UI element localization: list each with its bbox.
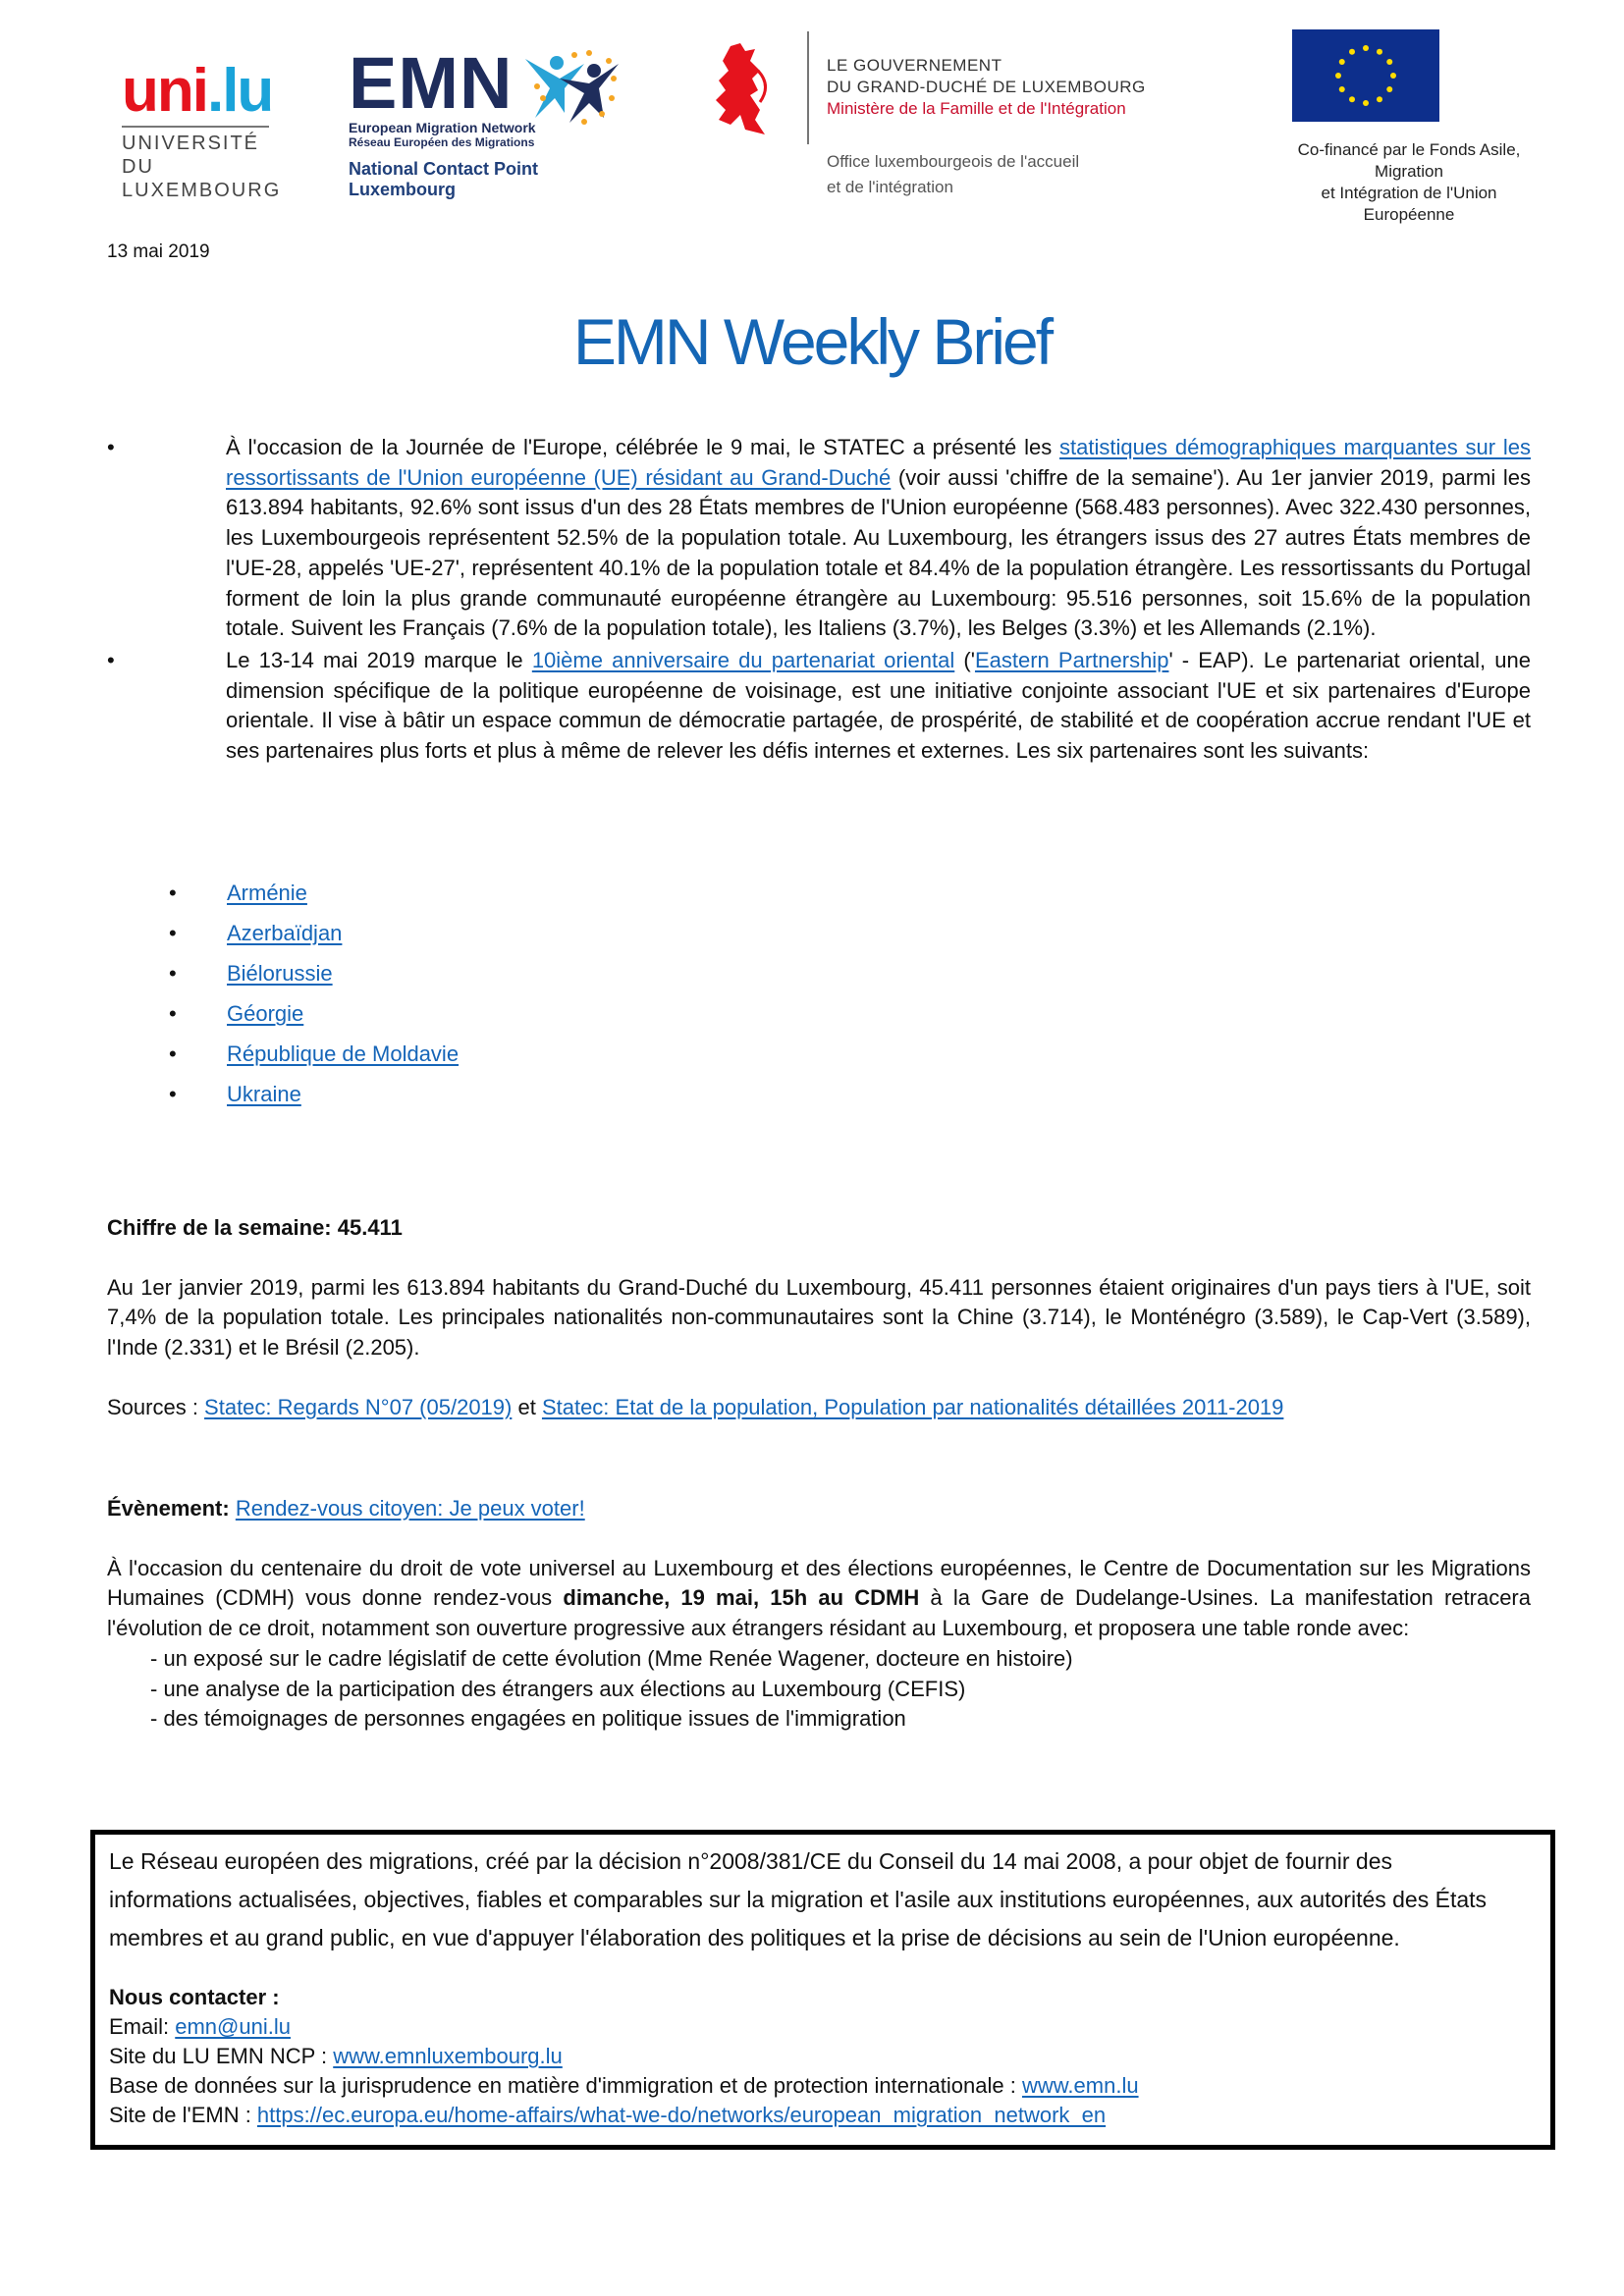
list-item xyxy=(169,879,758,919)
eu-star-icon xyxy=(1377,96,1382,102)
logo-divider xyxy=(122,126,269,128)
bullet-item: • À l'occasion de la Journée de l'Europe, célébrée le 9 mai, le STATEC a présenté les statistiques démographiques marquantes sur les ressortissants de l'Union européenne (UE) résidant au Grand-Duché (voir aussi 'chiffre de la semaine'). Au 1er janvier 2019, parmi les 613.894 habitants, 92.6% sont issus d'un des 28 États membres de l'Union européenne (568.483 personnes). Avec 322.430 personnes, les Luxembourgeois représentent 52.5% de la population totale. Au Luxembourg, les étrangers issus des 27 autres États membres de l'UE-28, appelés 'UE-27', représentent 40.1% de la population totale et 84.4% de la population étrangère. Les ressortissants du Portugal forment de loin la plus grande communauté européenne étrangère au Luxembourg: 95.516 personnes, soit 15.6% de la population totale. Suivent les Français (7.6% de la population totale), les Italiens (3.7%), les Belges (3.3%) et les Allemands (2.1%). xyxy=(107,435,1531,641)
news-bullets xyxy=(107,433,1531,767)
partner-link-bielorussie[interactable]: Biélorussie xyxy=(227,961,333,986)
database-line: Base de données sur la jurisprudence en matière d'immigration et de protection internationale : www.emn.lu xyxy=(109,2073,1139,2098)
bullet-icon: • xyxy=(169,961,177,986)
email-link[interactable]: emn@uni.lu xyxy=(175,2014,291,2039)
emnluxembourg-link[interactable]: www.emnluxembourg.lu xyxy=(333,2044,563,2068)
event-link[interactable]: Rendez-vous citoyen: Je peux voter! xyxy=(235,1496,585,1521)
red-lion-icon xyxy=(711,41,772,139)
site-line: Site du LU EMN NCP : www.emnluxembourg.lu xyxy=(109,2044,563,2068)
event-items xyxy=(107,1644,1531,1735)
bullet-icon: • xyxy=(107,435,115,459)
chiffre-text: Au 1er janvier 2019, parmi les 613.894 habitants du Grand-Duché du Luxembourg, 45.411 personnes étaient originaires d'un pays tiers à l'UE, soit 7,4% de la population totale. Les principales nationalités non-communautaires sont la Chine (3.714), le Monténégro (3.589), le Cap-Vert (3.589), l'Inde (2.331) et le Brésil (2.205). xyxy=(107,1274,1531,1361)
eu-star-icon xyxy=(1349,96,1355,102)
list-item: - une analyse de la participation des étrangers aux élections au Luxembourg (CEFIS) xyxy=(150,1676,966,1701)
eap-anniversary-link[interactable]: 10ième anniversaire du partenariat oriental xyxy=(531,647,955,672)
emn-description: Le Réseau européen des migrations, créé par la décision n°2008/381/CE du Conseil du 14 mai 2008, a pour objet de fournir des informations actualisées, objectives, fiables et comparables sur la migration et l'asile aux institutions européennes, aux autorités des États membres et au grand public, en vue d'appuyer l'élaboration des politiques et la prise de décisions au sein de l'Union européenne. xyxy=(109,1848,1488,1950)
eu-star-icon xyxy=(1339,86,1345,92)
partners-list xyxy=(169,879,758,1120)
page-title: EMN Weekly Brief xyxy=(572,305,1052,378)
bullet-icon: • xyxy=(169,1041,177,1066)
partner-link-moldavie[interactable]: République de Moldavie xyxy=(227,1041,460,1066)
list-item xyxy=(169,919,758,959)
eastern-partnership-link[interactable]: Eastern Partnership xyxy=(974,647,1169,672)
event-heading: Évènement: Rendez-vous citoyen: Je peux voter! xyxy=(107,1496,585,1521)
office-text: Office luxembourgeois de l'accueil et de l'intégration xyxy=(827,152,1080,196)
bullet-icon: • xyxy=(169,881,177,905)
document-date: 13 mai 2019 xyxy=(107,241,210,262)
government-logo xyxy=(711,27,1163,204)
partner-link-ukraine[interactable]: Ukraine xyxy=(227,1082,301,1106)
eu-star-icon xyxy=(1363,45,1369,51)
partner-link-azerbaidjan[interactable]: Azerbaïdjan xyxy=(227,921,343,945)
uni-name-line1: UNIVERSITÉ DU xyxy=(122,133,260,178)
gov-text: LE GOUVERNEMENT DU GRAND-DUCHÉ DE LUXEMBOURG Ministère de la Famille et de l'Intégration xyxy=(827,56,1146,118)
eu-star-icon xyxy=(1386,59,1392,65)
emn-logo xyxy=(349,42,643,200)
eu-star-icon xyxy=(1377,49,1382,55)
uni-name-line2: LUXEMBOURG xyxy=(122,180,282,201)
eu-caption: Co-financé par le Fonds Asile, Migration et Intégration de l'Union Européenne xyxy=(1297,140,1521,224)
eu-star-icon xyxy=(1339,59,1345,65)
emn-acronym: EMN xyxy=(349,42,514,124)
eu-logo xyxy=(1276,29,1571,224)
uni-lu-wordmark: uni.lu xyxy=(122,57,273,125)
emn-site-line: Site de l'EMN : https://ec.europa.eu/home-affairs/what-we-do/networks/european_migration_network_en xyxy=(109,2103,1107,2127)
contact-heading: Nous contacter : xyxy=(109,1985,280,2009)
list-item xyxy=(169,999,758,1040)
event-section xyxy=(107,1494,1531,1735)
eu-star-icon xyxy=(1349,49,1355,55)
uni-lu-logo xyxy=(122,57,282,202)
eu-star-icon xyxy=(1363,100,1369,106)
emn-figures-stars-icon xyxy=(515,49,623,128)
statec-stats-link[interactable]: statistiques démographiques marquantes sur les ressortissants de l'Union européenne (UE) résidant au Grand-Duché xyxy=(226,435,1531,490)
bullet-icon: • xyxy=(169,1001,177,1026)
list-item xyxy=(169,959,758,999)
partner-link-armenie[interactable]: Arménie xyxy=(227,881,307,905)
bullet-icon: • xyxy=(107,647,115,672)
bullet-item: • Le 13-14 mai 2019 marque le 10ième anniversaire du partenariat oriental ('Eastern Partnership' - EAP). Le partenariat oriental, une dimension spécifique de la politique européenne de voisinage, est une initiative conjointe associant l'UE et six partenaires d'Europe orientale. Il vise à bâtir un espace commun de démocratie partagée, de prospérité, de stabilité et de coopération accrue rendant l'UE et ses partenaires plus forts et plus à même de relever les défis internes et externes. Les six partenaires sont les suivants: xyxy=(107,647,1532,764)
bullet-icon: • xyxy=(169,1082,177,1106)
partner-link-georgie[interactable]: Géorgie xyxy=(227,1001,304,1026)
event-text: À l'occasion du centenaire du droit de vote universel au Luxembourg et des élections européennes, le Centre de Documentation sur les Migrations Humaines (CDMH) vous donne rendez-vous dimanche, 19 mai, 15h au CDMH à la Gare de Dudelange-Usines. La manifestation retracera l'évolution de ce droit, notamment son ouverture progressive aux étrangers résidant au Luxembourg, et proposera une table ronde avec: xyxy=(107,1555,1531,1641)
eu-star-icon xyxy=(1335,73,1341,79)
emn-line2: Réseau Européen des Migrations xyxy=(349,135,535,149)
emn-line3: National Contact Point Luxembourg xyxy=(349,159,538,199)
list-item xyxy=(169,1040,758,1080)
chiffre-heading: Chiffre de la semaine: 45.411 xyxy=(107,1215,403,1240)
source-link-regards[interactable]: Statec: Regards N°07 (05/2019) xyxy=(204,1394,513,1419)
sources-line: Sources : Statec: Regards N°07 (05/2019) et Statec: Etat de la population, Population par nationalités détaillées 2011-2019 xyxy=(107,1394,1284,1419)
bullet-icon: • xyxy=(169,921,177,945)
logo-divider xyxy=(807,31,809,144)
list-item xyxy=(169,1080,758,1120)
list-item: - des témoignages de personnes engagées en politique issues de l'immigration xyxy=(150,1706,906,1732)
emn-lu-link[interactable]: www.emn.lu xyxy=(1021,2073,1139,2098)
source-link-population[interactable]: Statec: Etat de la population, Population par nationalités détaillées 2011-2019 xyxy=(541,1394,1284,1419)
chiffre-section xyxy=(107,1213,1531,1423)
emn-line1: European Migration Network xyxy=(349,120,536,135)
eu-star-icon xyxy=(1390,73,1396,79)
eu-star-icon xyxy=(1386,86,1392,92)
email-line: Email: emn@uni.lu xyxy=(109,2014,291,2039)
europa-emn-link[interactable]: https://ec.europa.eu/home-affairs/what-we-do/networks/european_migration_network_en xyxy=(256,2103,1107,2127)
list-item: - un exposé sur le cadre législatif de cette évolution (Mme Renée Wagener, docteure en histoire) xyxy=(150,1645,1073,1671)
eu-flag-icon xyxy=(1292,29,1439,122)
contact-section xyxy=(109,1983,1537,2130)
emn-info-box xyxy=(90,1830,1555,2150)
